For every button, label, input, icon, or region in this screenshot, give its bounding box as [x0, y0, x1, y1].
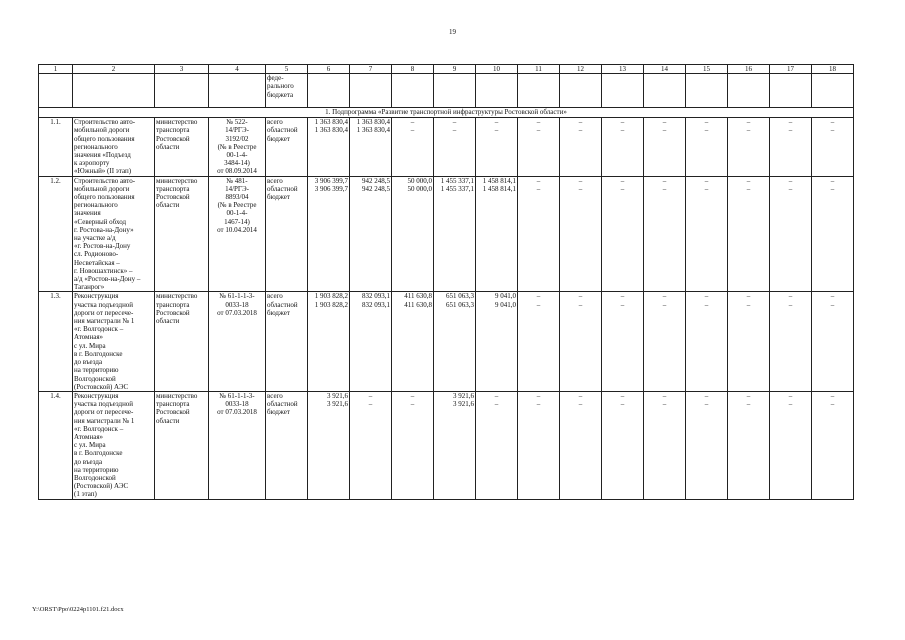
- continued-cell-15: [686, 74, 728, 108]
- cell-value: всего: [267, 176, 283, 185]
- amount-v6: [308, 292, 350, 391]
- amount-v7: [350, 292, 392, 391]
- cell-value: –: [746, 176, 751, 185]
- column-number-4: 4: [209, 65, 266, 74]
- table-row: [39, 292, 854, 391]
- row-number: 1.3.: [39, 292, 73, 391]
- cell-value: –: [704, 184, 709, 193]
- amount-v8: [392, 391, 434, 499]
- row-number: 1.1.: [39, 118, 73, 176]
- cell-value: –: [662, 300, 667, 309]
- cell-value: 1 458 814,1: [482, 176, 516, 185]
- cell-value: 651 063,3: [446, 292, 474, 301]
- cell-value: –: [494, 118, 499, 127]
- amount-v8: [392, 292, 434, 391]
- funding-source: [266, 176, 308, 292]
- cell-value: –: [620, 184, 625, 193]
- column-number-12: 12: [560, 65, 602, 74]
- amount-col-15: [686, 176, 728, 292]
- cell-value: –: [368, 391, 373, 400]
- amount-col-12: [560, 391, 602, 499]
- cell-value: 1 455 337,1: [440, 176, 474, 185]
- amount-v9: [434, 292, 476, 391]
- continued-cell-7: [350, 74, 392, 108]
- amount-v10: [476, 176, 518, 292]
- cell-value: –: [830, 184, 835, 193]
- cell-value: –: [746, 292, 751, 301]
- column-number-2: 2: [73, 65, 155, 74]
- amount-col-17: [770, 176, 812, 292]
- cell-value: –: [536, 292, 541, 301]
- cell-value: –: [830, 176, 835, 185]
- column-number-11: 11: [518, 65, 560, 74]
- amount-col-16: [728, 118, 770, 176]
- cell-value: –: [662, 118, 667, 127]
- column-number-10: 10: [476, 65, 518, 74]
- expertise-document: № 61-1-1-3- 0033-18 от 07.03.2018: [209, 292, 266, 391]
- cell-value: областной бюджет: [267, 400, 298, 417]
- cell-value: 1 363 830,4: [314, 126, 348, 135]
- expertise-document: № 61-1-1-3- 0033-18 от 07.03.2018: [209, 391, 266, 499]
- amount-col-16: [728, 176, 770, 292]
- cell-value: –: [578, 184, 583, 193]
- cell-value: –: [536, 391, 541, 400]
- table-row: [39, 176, 854, 292]
- cell-value: –: [620, 176, 625, 185]
- cell-value: –: [830, 300, 835, 309]
- cell-value: –: [620, 400, 625, 409]
- amount-v10: [476, 391, 518, 499]
- cell-value: –: [704, 176, 709, 185]
- cell-value: –: [578, 126, 583, 135]
- amount-col-14: [644, 118, 686, 176]
- cell-value: –: [788, 292, 793, 301]
- cell-value: –: [410, 391, 415, 400]
- cell-value: 651 063,3: [446, 300, 474, 309]
- amount-v9: [434, 118, 476, 176]
- continued-cell-2: [73, 74, 155, 108]
- cell-value: –: [704, 300, 709, 309]
- cell-value: –: [788, 391, 793, 400]
- column-number-row: [39, 65, 854, 74]
- program-table: [38, 64, 854, 500]
- column-number-17: 17: [770, 65, 812, 74]
- cell-value: –: [536, 126, 541, 135]
- cell-value: –: [620, 126, 625, 135]
- cell-value: всего: [267, 118, 283, 127]
- continued-cell-6: [308, 74, 350, 108]
- cell-value: –: [494, 391, 499, 400]
- cell-value: –: [494, 126, 499, 135]
- cell-value: 942 248,5: [362, 176, 390, 185]
- cell-value: 1 363 830,4: [356, 126, 390, 135]
- amount-col-12: [560, 118, 602, 176]
- cell-value: –: [662, 126, 667, 135]
- cell-value: –: [830, 118, 835, 127]
- amount-v8: [392, 176, 434, 292]
- continued-cell-5: феде- рального бюджета: [266, 74, 308, 108]
- cell-value: областной бюджет: [267, 184, 298, 202]
- amount-v9: [434, 176, 476, 292]
- cell-value: –: [578, 400, 583, 409]
- cell-value: –: [410, 118, 415, 127]
- amount-v8: [392, 118, 434, 176]
- cell-value: –: [746, 391, 751, 400]
- document-path-footer: Y:\ORST\Ppo\0224p1101.f21.docx: [32, 606, 124, 613]
- amount-col-12: [560, 176, 602, 292]
- subprogram-row: [39, 108, 854, 118]
- cell-value: –: [620, 391, 625, 400]
- cell-value: –: [746, 400, 751, 409]
- cell-value: 50 000,0: [407, 184, 432, 193]
- cell-value: –: [536, 118, 541, 127]
- cell-value: 50 000,0: [407, 176, 432, 185]
- amount-col-14: [644, 292, 686, 391]
- amount-col-13: [602, 292, 644, 391]
- cell-value: –: [788, 400, 793, 409]
- amount-v10: [476, 118, 518, 176]
- cell-value: 9 041,0: [495, 292, 516, 301]
- cell-value: 1 455 337,1: [440, 184, 474, 193]
- amount-v7: [350, 391, 392, 499]
- amount-col-13: [602, 118, 644, 176]
- amount-col-18: [812, 292, 854, 391]
- cell-value: –: [704, 400, 709, 409]
- cell-value: –: [788, 184, 793, 193]
- cell-value: 411 630,8: [404, 292, 432, 301]
- cell-value: 1 458 814,1: [482, 184, 516, 193]
- amount-col-16: [728, 292, 770, 391]
- cell-value: 1 903 828,2: [314, 292, 348, 301]
- amount-col-15: [686, 292, 728, 391]
- table-row: [39, 391, 854, 499]
- amount-col-18: [812, 176, 854, 292]
- column-number-16: 16: [728, 65, 770, 74]
- amount-col-11: [518, 118, 560, 176]
- amount-col-11: [518, 292, 560, 391]
- column-number-6: 6: [308, 65, 350, 74]
- cell-value: –: [368, 400, 373, 409]
- funding-source: [266, 118, 308, 176]
- continued-cell-14: [644, 74, 686, 108]
- cell-value: –: [746, 126, 751, 135]
- object-name: Строительство авто- мобильной дороги общего пользования регионального значения «Подъезд к аэропорту «Южный» (II этап): [73, 118, 155, 176]
- funding-source: [266, 391, 308, 499]
- continued-cell-8: [392, 74, 434, 108]
- executor: министерство транспорта Ростовской области: [155, 391, 209, 499]
- amount-col-17: [770, 118, 812, 176]
- column-number-5: 5: [266, 65, 308, 74]
- column-number-1: 1: [39, 65, 73, 74]
- continued-cell-11: [518, 74, 560, 108]
- amount-col-13: [602, 176, 644, 292]
- cell-value: 9 041,0: [495, 300, 516, 309]
- cell-value: –: [830, 292, 835, 301]
- continued-cell-17: [770, 74, 812, 108]
- expertise-document: № 481- 14/РГЭ- 8893/04 (№ в Реестре 00-1-4- 1467-14) от 10.04.2014: [209, 176, 266, 292]
- continued-cell-12: [560, 74, 602, 108]
- amount-v9: [434, 391, 476, 499]
- cell-value: 1 363 830,4: [356, 118, 390, 127]
- cell-value: –: [788, 300, 793, 309]
- cell-value: –: [704, 126, 709, 135]
- amount-col-16: [728, 391, 770, 499]
- object-name: Реконструкция участка подъездной дороги от пересече- ния магистрали № 1 «г. Волгодонск – Атомная» с ул. Мира в г. Волгодонске до въезда на территорию Волгодонской (Ростовской) АЭС: [73, 292, 155, 391]
- expertise-document: № 522- 14/РГЭ- 3192/02 (№ в Реестре 00-1-4- 3484-14) от 08.09.2014: [209, 118, 266, 176]
- cell-value: –: [662, 400, 667, 409]
- column-number-15: 15: [686, 65, 728, 74]
- amount-v7: [350, 118, 392, 176]
- row-number: 1.2.: [39, 176, 73, 292]
- column-number-7: 7: [350, 65, 392, 74]
- amount-v6: [308, 391, 350, 499]
- column-number-18: 18: [812, 65, 854, 74]
- cell-value: 3 921,6: [327, 400, 348, 409]
- amount-v10: [476, 292, 518, 391]
- continued-cell-16: [728, 74, 770, 108]
- cell-value: –: [788, 176, 793, 185]
- cell-value: 3 921,6: [327, 391, 348, 400]
- amount-col-14: [644, 176, 686, 292]
- cell-value: –: [788, 118, 793, 127]
- amount-col-17: [770, 391, 812, 499]
- cell-value: –: [662, 176, 667, 185]
- amount-v6: [308, 176, 350, 292]
- continued-row: [39, 74, 854, 108]
- cell-value: –: [830, 391, 835, 400]
- column-number-13: 13: [602, 65, 644, 74]
- cell-value: –: [536, 184, 541, 193]
- continued-cell-18: [812, 74, 854, 108]
- amount-v6: [308, 118, 350, 176]
- amount-col-15: [686, 118, 728, 176]
- cell-value: –: [662, 391, 667, 400]
- cell-value: 411 630,8: [404, 300, 432, 309]
- cell-value: областной бюджет: [267, 126, 298, 143]
- column-number-14: 14: [644, 65, 686, 74]
- cell-value: всего: [267, 391, 283, 400]
- subprogram-title: 1. Подпрограмма «Развитие транспортной инфраструктуры Ростовской области»: [39, 108, 854, 118]
- cell-value: –: [578, 300, 583, 309]
- executor: министерство транспорта Ростовской области: [155, 118, 209, 176]
- cell-value: 3 906 399,7: [314, 184, 348, 193]
- cell-value: –: [578, 118, 583, 127]
- cell-value: всего: [267, 292, 283, 301]
- cell-value: 942 248,5: [362, 184, 390, 193]
- cell-value: –: [704, 118, 709, 127]
- amount-col-15: [686, 391, 728, 499]
- amount-col-11: [518, 176, 560, 292]
- object-name: Строительство авто- мобильной дороги общего пользования регионального значения «Северный обход г. Ростова-на-Дону» на участке а/д «г. Ростов-на-Дону сл. Родионово- Несветайская – г. Новошахтинск» – а/д «Ростов-на-Дону – Таганрог»: [73, 176, 155, 292]
- cell-value: 3 906 399,7: [314, 176, 348, 185]
- amount-col-18: [812, 118, 854, 176]
- cell-value: –: [662, 184, 667, 193]
- cell-value: –: [452, 126, 457, 135]
- continued-cell-9: [434, 74, 476, 108]
- page-number: 19: [449, 28, 456, 36]
- continued-cell-1: [39, 74, 73, 108]
- cell-value: –: [746, 184, 751, 193]
- column-number-9: 9: [434, 65, 476, 74]
- executor: министерство транспорта Ростовской области: [155, 176, 209, 292]
- funding-source: [266, 292, 308, 391]
- cell-value: –: [830, 400, 835, 409]
- cell-value: –: [746, 118, 751, 127]
- cell-value: 1 363 830,4: [314, 118, 348, 127]
- continued-cell-10: [476, 74, 518, 108]
- cell-value: 832 093,1: [362, 300, 390, 309]
- cell-value: –: [704, 292, 709, 301]
- row-number: 1.4.: [39, 391, 73, 499]
- cell-value: –: [578, 176, 583, 185]
- cell-value: –: [620, 118, 625, 127]
- column-number-3: 3: [155, 65, 209, 74]
- amount-col-13: [602, 391, 644, 499]
- cell-value: 1 903 828,2: [314, 300, 348, 309]
- cell-value: –: [578, 292, 583, 301]
- cell-value: 3 921,6: [453, 400, 474, 409]
- continued-cell-3: [155, 74, 209, 108]
- amount-col-17: [770, 292, 812, 391]
- amount-col-14: [644, 391, 686, 499]
- continued-cell-4: [209, 74, 266, 108]
- cell-value: –: [536, 300, 541, 309]
- amount-col-12: [560, 292, 602, 391]
- cell-value: –: [452, 118, 457, 127]
- column-number-8: 8: [392, 65, 434, 74]
- cell-value: областной бюджет: [267, 300, 298, 317]
- amount-col-18: [812, 391, 854, 499]
- cell-value: –: [746, 300, 751, 309]
- cell-value: –: [704, 391, 709, 400]
- cell-value: –: [536, 176, 541, 185]
- table-row: [39, 118, 854, 176]
- cell-value: –: [410, 126, 415, 135]
- cell-value: –: [536, 400, 541, 409]
- cell-value: –: [410, 400, 415, 409]
- executor: министерство транспорта Ростовской области: [155, 292, 209, 391]
- continued-cell-13: [602, 74, 644, 108]
- cell-value: –: [830, 126, 835, 135]
- cell-value: –: [788, 126, 793, 135]
- cell-value: –: [620, 292, 625, 301]
- amount-col-11: [518, 391, 560, 499]
- cell-value: 832 093,1: [362, 292, 390, 301]
- cell-value: –: [662, 292, 667, 301]
- cell-value: –: [494, 400, 499, 409]
- cell-value: –: [578, 391, 583, 400]
- amount-v7: [350, 176, 392, 292]
- cell-value: 3 921,6: [453, 391, 474, 400]
- cell-value: –: [620, 300, 625, 309]
- object-name: Реконструкция участка подъездной дороги от пересече- ния магистрали № 1 «г. Волгодонск – Атомная» с ул. Мира в г. Волгодонске до въезда на территорию Волгодонской (Ростовской) АЭС (1 этап): [73, 391, 155, 499]
